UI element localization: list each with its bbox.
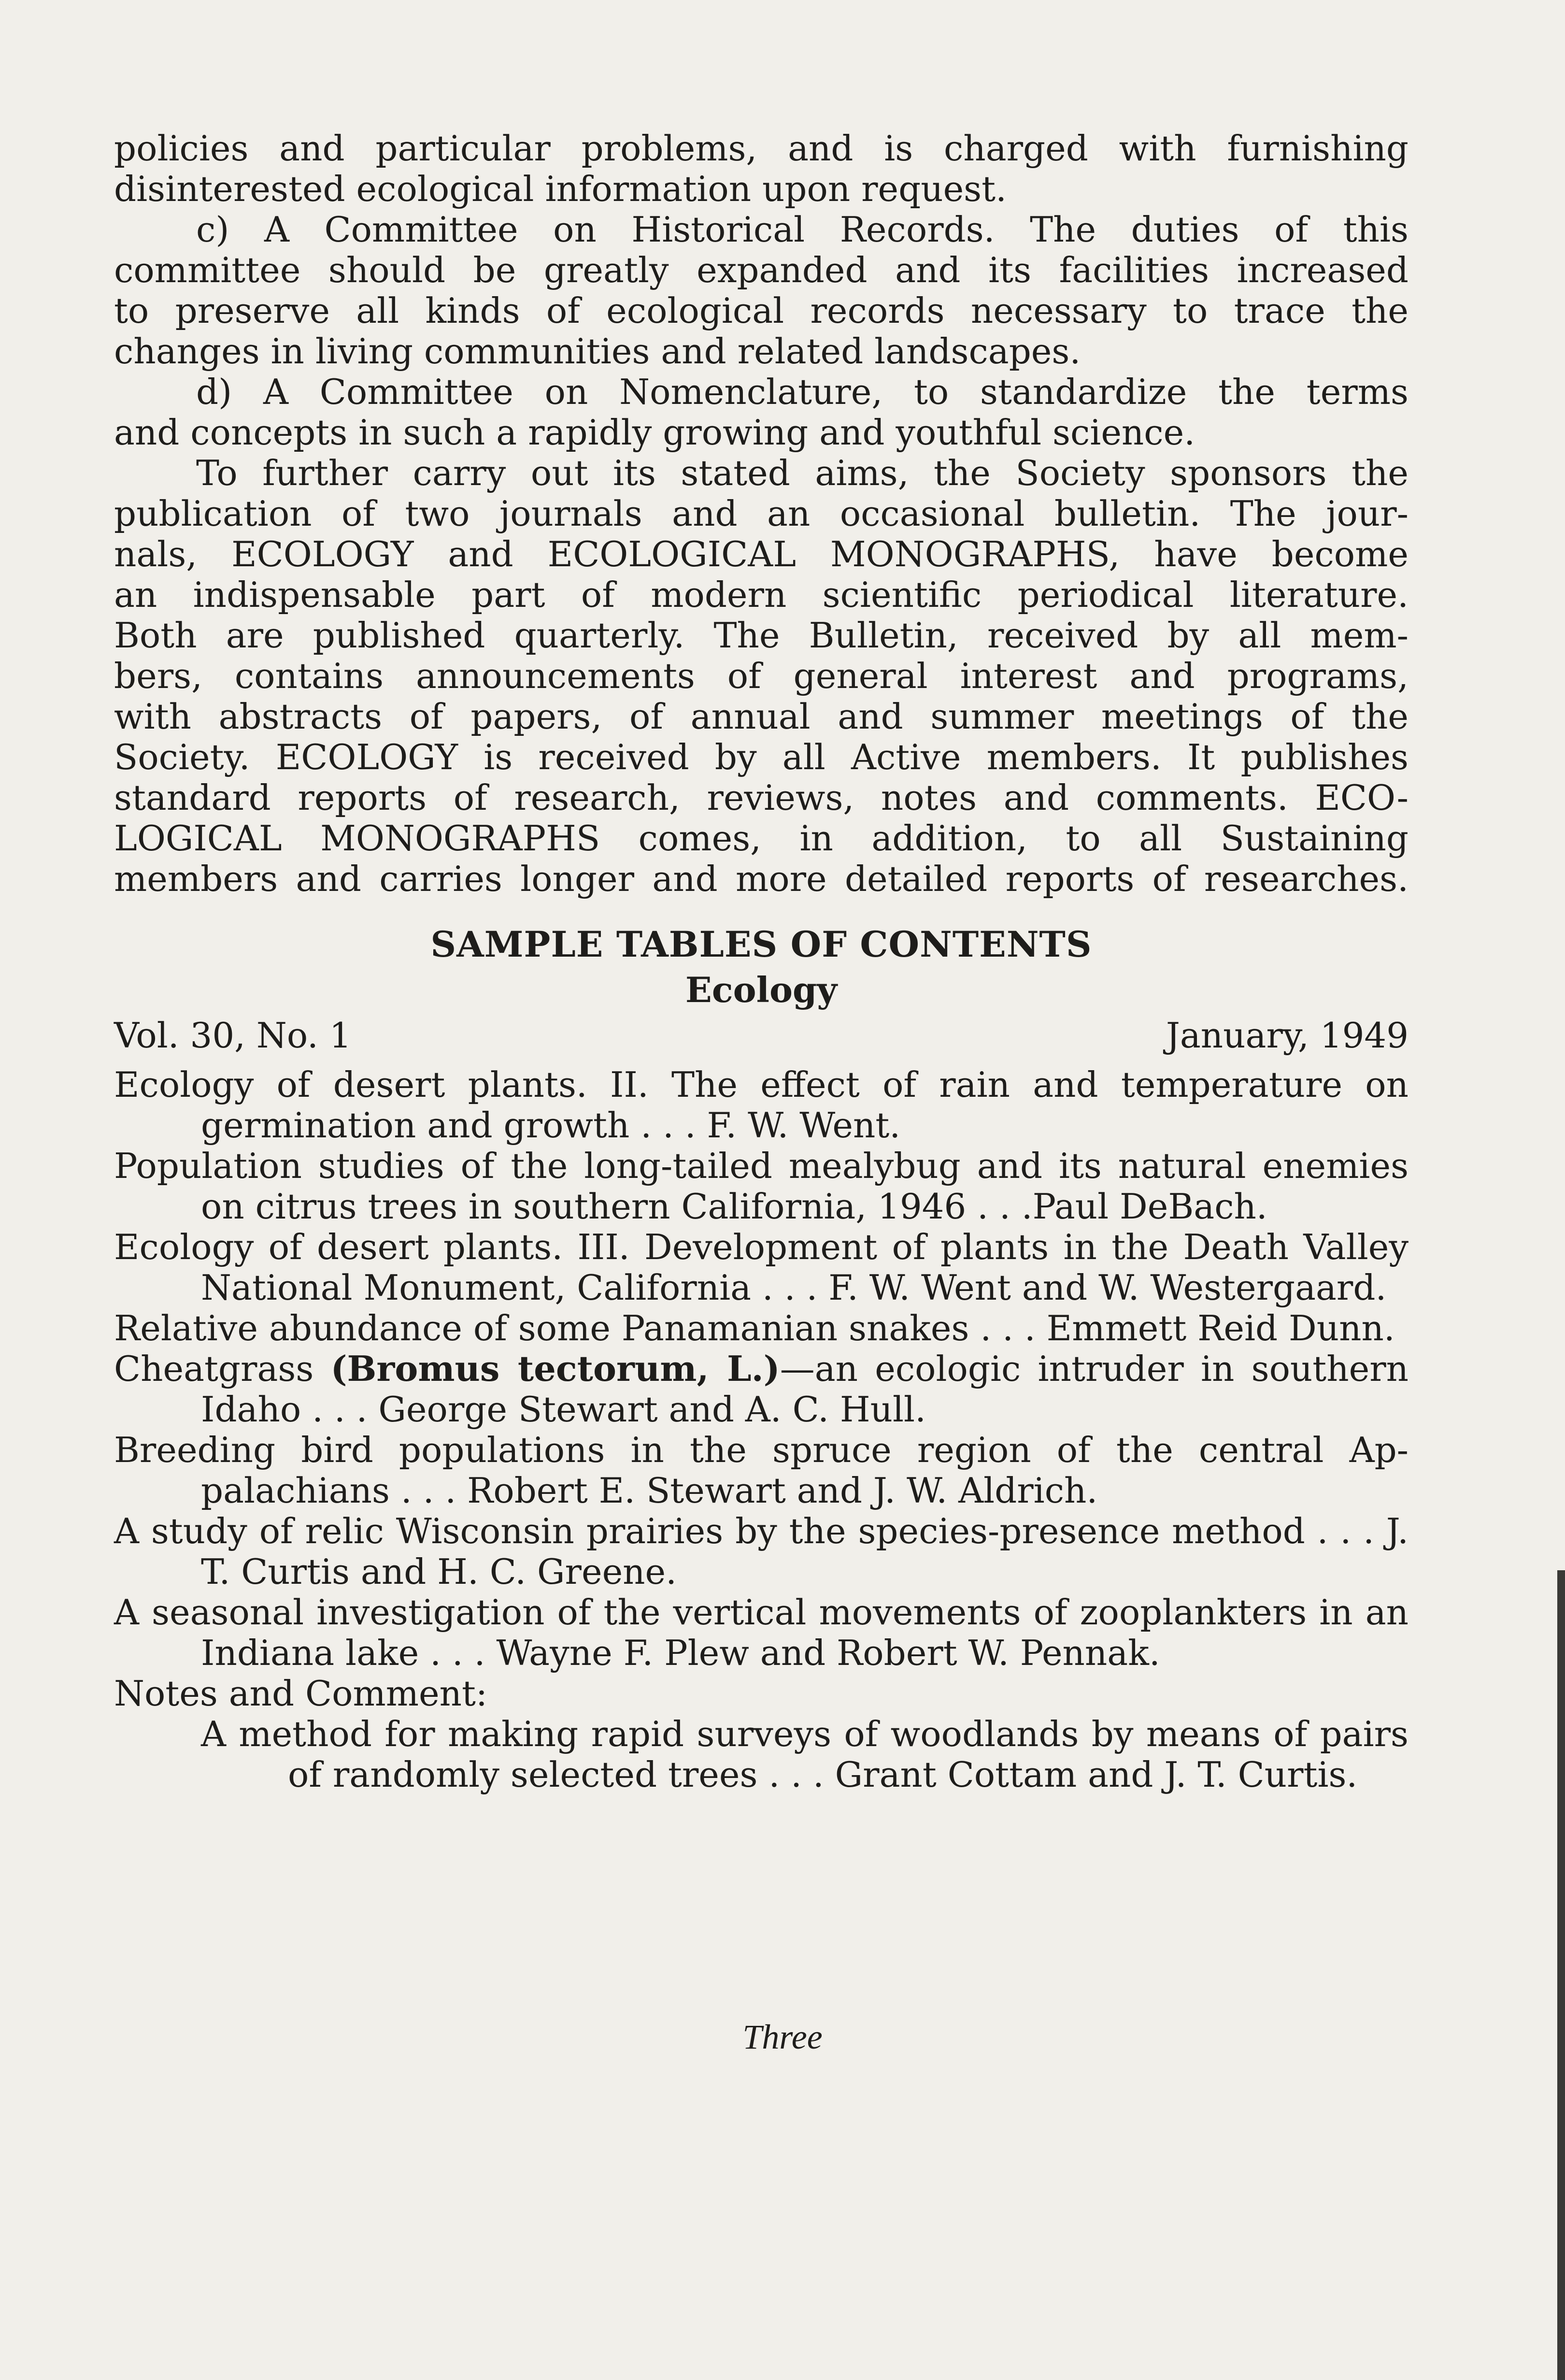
text-line: To further carry out its stated aims, the Society sponsors the bbox=[196, 453, 1408, 493]
toc-list bbox=[114, 1064, 1408, 1795]
text-line: publication of two journals and an occasional bulletin. The jour- bbox=[114, 493, 1408, 534]
text-line: nals, ECOLOGY and ECOLOGICAL MONOGRAPHS, have become bbox=[114, 534, 1408, 574]
toc-entry: Ecology of desert plants. II. The effect of rain and temperature on germination and growth . . . F. W. Went. bbox=[114, 1064, 1408, 1146]
notes-label: Notes and Comment: bbox=[114, 1673, 488, 1714]
text-line: an indispensable part of modern scientific periodical literature. bbox=[114, 574, 1408, 615]
page-number: Three bbox=[742, 2018, 823, 2056]
text-line: Society. ECOLOGY is received by all Active members. It publishes bbox=[114, 737, 1408, 777]
text-line: d) A Committee on Nomenclature, to standardize the terms bbox=[196, 372, 1408, 412]
text-line: to preserve all kinds of ecological records necessary to trace the bbox=[114, 290, 1408, 331]
text-line: and concepts in such a rapidly growing and youthful science. bbox=[114, 412, 1195, 453]
text-line: standard reports of research, reviews, notes and comments. ECO- bbox=[114, 777, 1408, 818]
toc-entry: Breeding bird populations in the spruce region of the central Ap- palachians . . . Robert E. Stewart and J. W. Aldrich. bbox=[114, 1430, 1408, 1511]
text-line: bers, contains announcements of general interest and programs, bbox=[114, 656, 1408, 696]
text-line: LOGICAL MONOGRAPHS comes, in addition, to all Sustaining bbox=[114, 818, 1408, 859]
toc-entry: Cheatgrass (Bromus tectorum, L.)—an ecologic intruder in southern Idaho . . . George Stewart and A. C. Hull. bbox=[114, 1348, 1408, 1430]
toc-entry: Ecology of desert plants. III. Development of plants in the Death Valley National Monument, California . . . F. W. Went and W. Westergaard. bbox=[114, 1227, 1409, 1308]
text-line: with abstracts of papers, of annual and summer meetings of the bbox=[114, 696, 1408, 737]
toc-entry: Relative abundance of some Panamanian snakes . . . Emmett Reid Dunn. bbox=[114, 1308, 1395, 1348]
page-edge-shadow bbox=[1557, 1570, 1565, 2380]
species-name: (Bromus tectorum, L.) bbox=[330, 1348, 780, 1389]
text-line: changes in living communities and related landscapes. bbox=[114, 331, 1081, 372]
toc-entry-note: A method for making rapid surveys of woodlands by means of pairs of randomly selected trees . . . Grant Cottam and J. T. Curtis. bbox=[201, 1714, 1408, 1795]
toc-entry: A seasonal investigation of the vertical movements of zooplankters in an Indiana lake . . . Wayne F. Plew and Robert W. Pennak. bbox=[114, 1592, 1408, 1673]
text-line: members and carries longer and more detailed reports of researches. bbox=[114, 859, 1408, 899]
toc-entry: A study of relic Wisconsin prairies by the species-presence method . . . J. T. Curtis and H. C. Greene. bbox=[114, 1511, 1409, 1592]
toc-entry: Population studies of the long-tailed mealybug and its natural enemies on citrus trees in southern California, 1946 . . .Paul DeBach. bbox=[114, 1146, 1409, 1227]
text-line: disinterested ecological information upon request. bbox=[114, 169, 1007, 209]
text-line: policies and particular problems, and is charged with furnishing bbox=[114, 128, 1408, 169]
issue-date: January, 1949 bbox=[1166, 1015, 1408, 1056]
page-body bbox=[114, 128, 1408, 1795]
issue-row bbox=[114, 1015, 1408, 1056]
section-heading: SAMPLE TABLES OF CONTENTS bbox=[430, 924, 1092, 965]
text-line: Both are published quarterly. The Bulletin, received by all mem- bbox=[114, 615, 1408, 656]
volume-label: Vol. 30, No. 1 bbox=[114, 1015, 352, 1056]
text-line: committee should be greatly expanded and its facilities increased bbox=[114, 250, 1408, 290]
text-line: c) A Committee on Historical Records. The duties of this bbox=[196, 209, 1408, 250]
journal-heading: Ecology bbox=[685, 969, 838, 1010]
